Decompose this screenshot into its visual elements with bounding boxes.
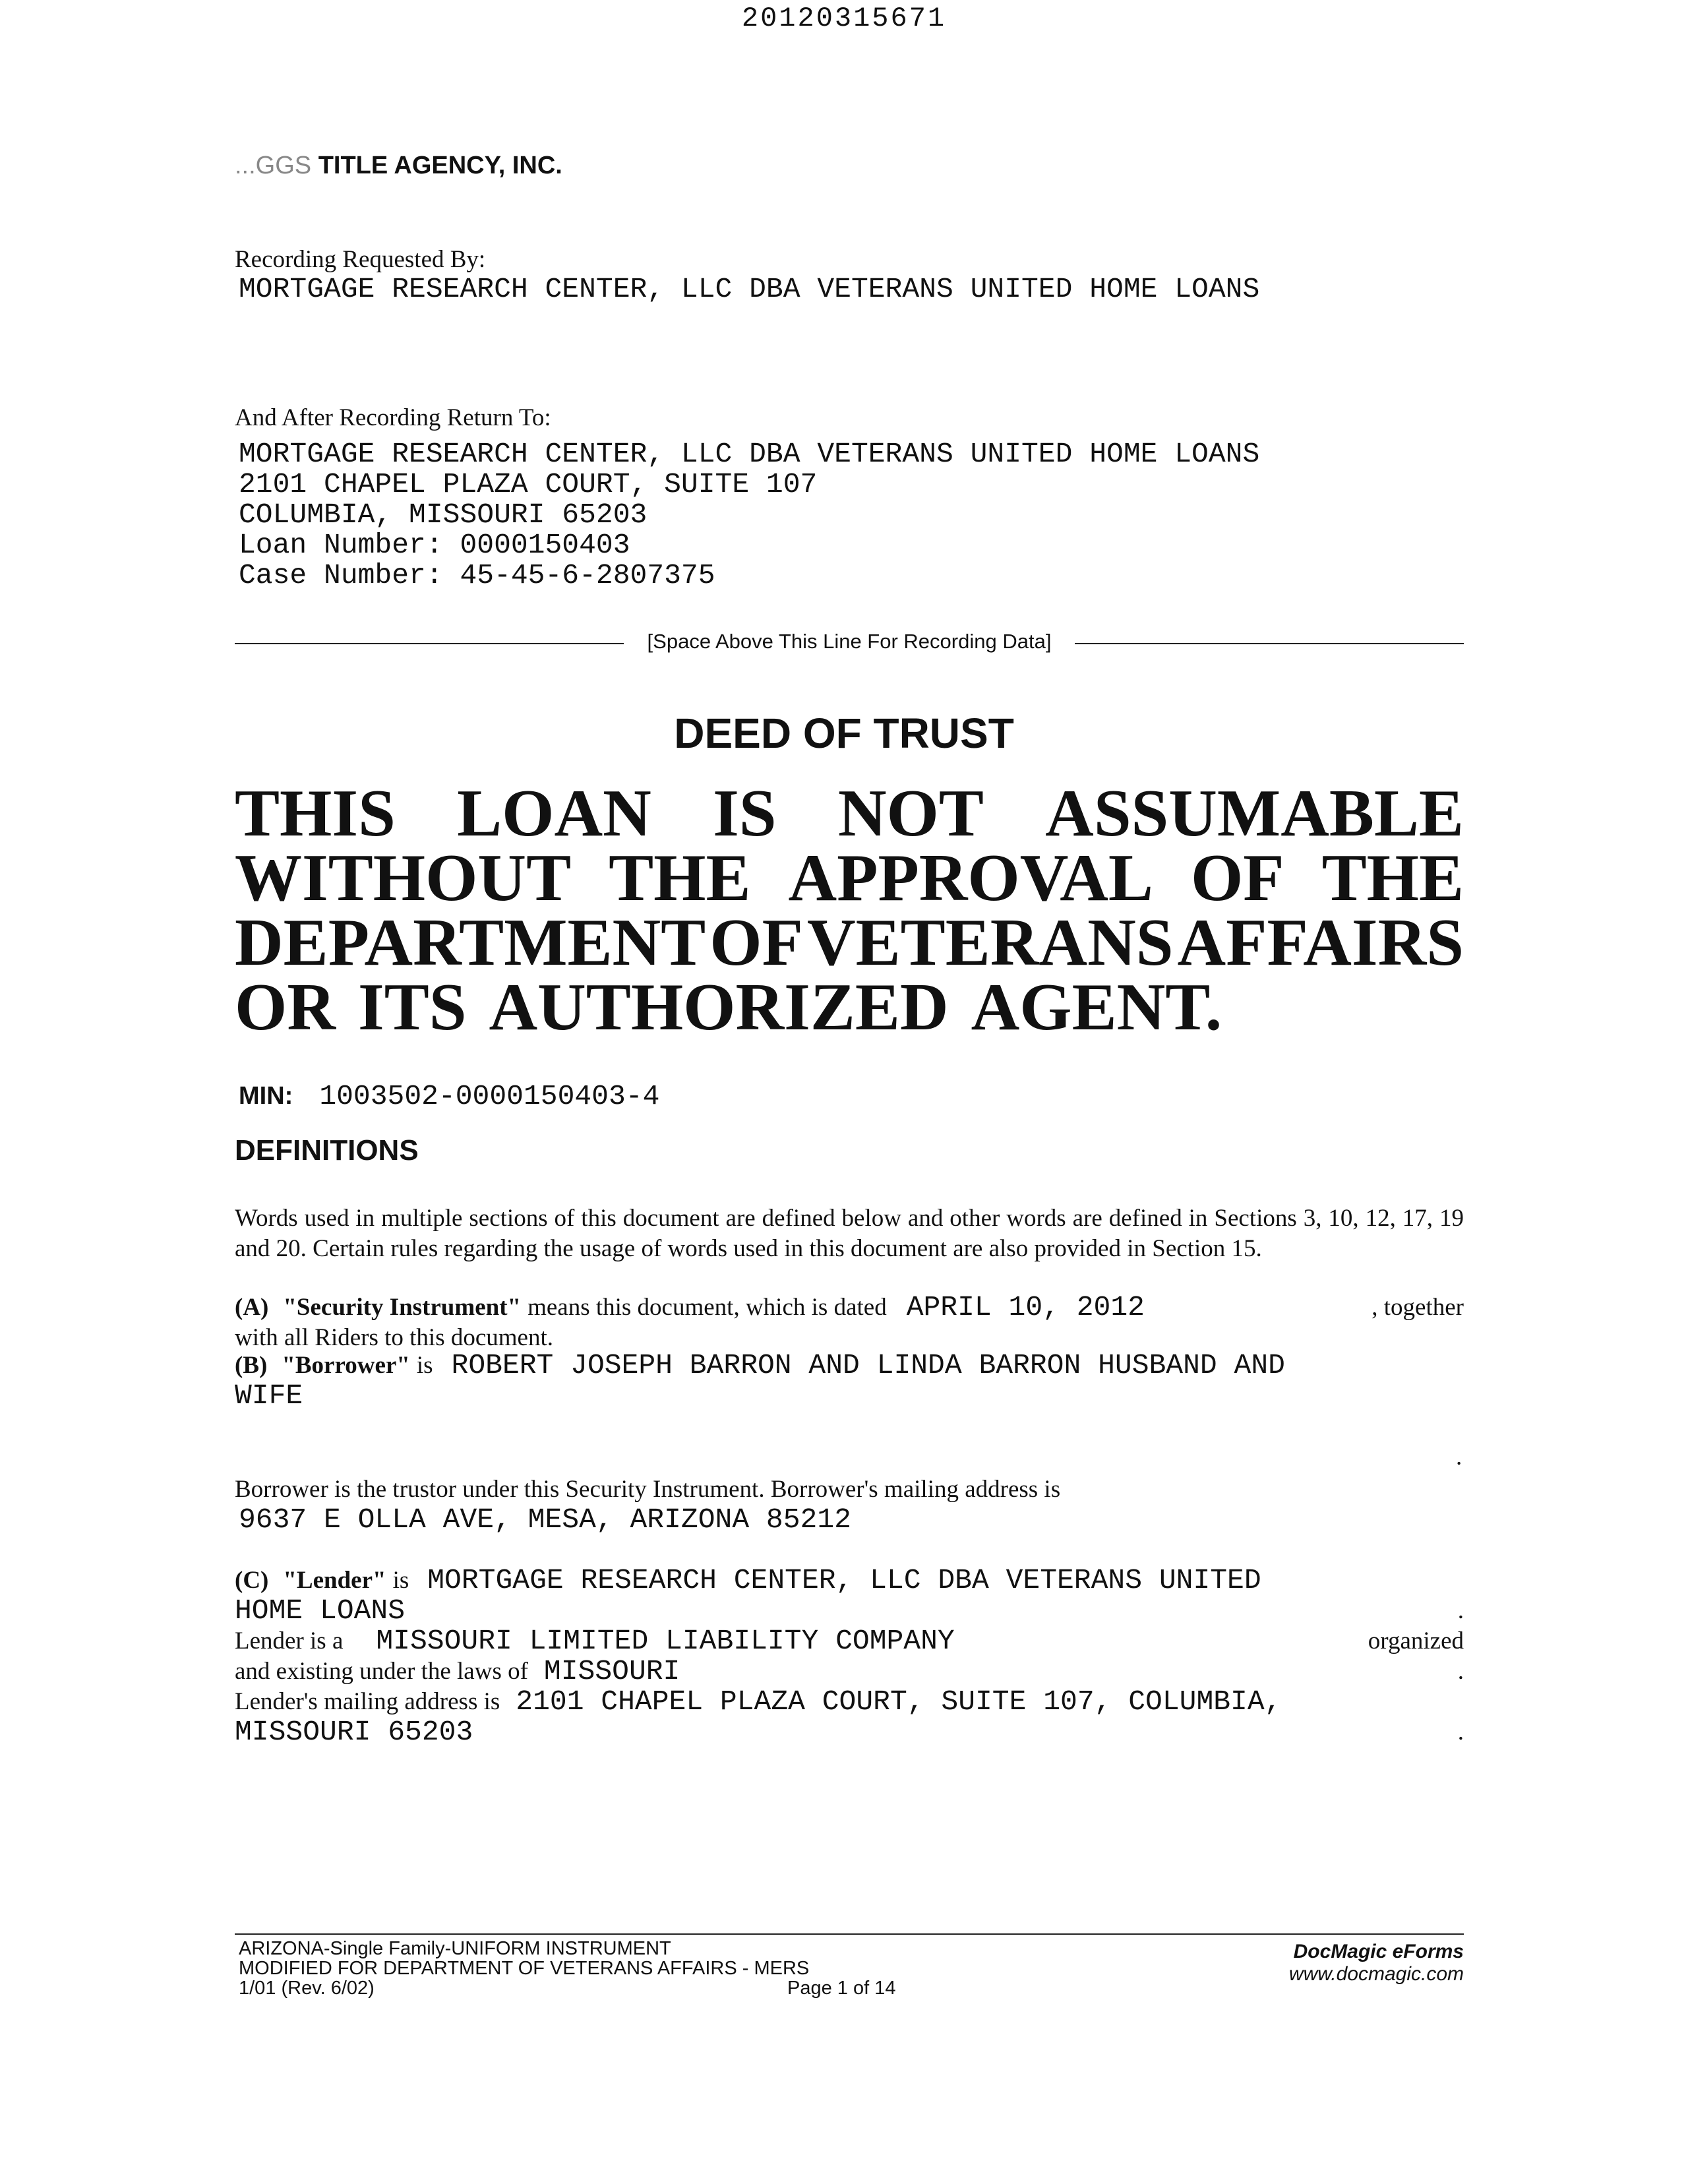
recording-requested-label: Recording Requested By:	[235, 246, 486, 273]
period-mark: .	[1456, 1443, 1462, 1471]
definition-a-text: means this document, which is dated	[528, 1294, 887, 1321]
docmagic-logo: DocMagic eForms	[1293, 1941, 1464, 1962]
warning-word: ASSUMABLE	[1045, 776, 1464, 851]
footer-line-1: ARIZONA-Single Family-UNIFORM INSTRUMENT	[239, 1938, 671, 1959]
definition-b	[235, 1350, 1464, 1411]
agency-name-partial: ...GGS	[235, 152, 312, 179]
definition-a-together: , together	[1372, 1294, 1464, 1321]
warning-word: AFFAIRS	[1177, 905, 1464, 980]
definition-b-letter: (B)	[235, 1352, 268, 1379]
warning-word: AUTHORIZED	[489, 970, 949, 1045]
lender-name: MORTGAGE RESEARCH CENTER, LLC DBA VETERANS UNITED	[427, 1564, 1261, 1596]
warning-word: NOT	[837, 776, 984, 851]
lender-is-a-label: Lender is a	[235, 1627, 344, 1654]
return-line-1: MORTGAGE RESEARCH CENTER, LLC DBA VETERANS UNITED HOME LOANS	[239, 438, 1260, 470]
definition-a-riders: with all Riders to this document.	[235, 1324, 554, 1351]
warning-word: OR	[235, 970, 336, 1045]
space-above-line-text: [Space Above This Line For Recording Data]	[634, 630, 1065, 653]
period-mark: .	[1457, 1658, 1464, 1685]
warning-word: VETERANS	[806, 905, 1174, 980]
lender-mailing-address: 2101 CHAPEL PLAZA COURT, SUITE 107, COLUMBIA,	[516, 1685, 1282, 1718]
definitions-intro: Words used in multiple sections of this document are defined below and other words are defined in Sections 3, 10, 12, 17, 19 and 20. Certain rules regarding the usage of words used in this document are also provided in Section 15.	[235, 1205, 1464, 1262]
warning-word: APPROVAL	[788, 841, 1153, 915]
definitions-heading: DEFINITIONS	[235, 1134, 419, 1167]
docmagic-brand	[1289, 1941, 1464, 1986]
min-label: MIN:	[239, 1082, 293, 1110]
definition-a-letter: (A)	[235, 1294, 269, 1321]
page-number: Page 1 of 14	[787, 1978, 896, 1999]
warning-word: IS	[713, 776, 777, 851]
definition-c	[235, 1565, 1464, 1747]
docmagic-url: www.docmagic.com	[1288, 1963, 1464, 1985]
warning-line-4	[235, 970, 1464, 1045]
period-mark: .	[1457, 1597, 1464, 1624]
warning-line-3	[235, 905, 1464, 980]
borrower-trustor-text: Borrower is the trustor under this Security Instrument. Borrower's mailing address is	[235, 1476, 1061, 1503]
lender-mailing-label: Lender's mailing address is	[235, 1688, 500, 1715]
borrower-name-cont: WIFE	[235, 1380, 303, 1412]
definition-c-letter: (C)	[235, 1567, 269, 1594]
definition-c-is: is	[392, 1567, 409, 1594]
definition-b-is: is	[416, 1352, 433, 1379]
lender-state: MISSOURI	[543, 1655, 680, 1687]
warning-word: AGENT.	[971, 970, 1222, 1045]
warning-word: ITS	[358, 970, 467, 1045]
security-instrument-date: APRIL 10, 2012	[906, 1291, 1145, 1323]
period-mark: .	[1457, 1718, 1464, 1745]
assumability-warning	[235, 776, 1464, 1045]
warning-word: OF	[709, 905, 803, 980]
footer-form-info	[239, 1939, 809, 1998]
document-title: DEED OF TRUST	[674, 710, 1014, 757]
recording-requested-by: MORTGAGE RESEARCH CENTER, LLC DBA VETERANS UNITED HOME LOANS	[239, 273, 1260, 305]
title-agency-name	[235, 152, 562, 180]
warning-word: DEPARTMENT	[235, 905, 706, 980]
borrower-name: ROBERT JOSEPH BARRON AND LINDA BARRON HUSBAND AND	[451, 1349, 1285, 1381]
warning-word: OF	[1190, 841, 1284, 915]
definition-a-term: "Security Instrument"	[283, 1294, 522, 1321]
definition-b-term: "Borrower"	[282, 1352, 410, 1379]
lender-mailing-address-cont: MISSOURI 65203	[235, 1716, 473, 1748]
loan-number: Loan Number: 0000150403	[239, 529, 630, 561]
return-line-2: 2101 CHAPEL PLAZA COURT, SUITE 107	[239, 468, 818, 501]
warning-word: WITHOUT	[235, 841, 572, 915]
min-row	[239, 1080, 659, 1112]
warning-word: LOAN	[457, 776, 651, 851]
borrower-mailing-address: 9637 E OLLA AVE, MESA, ARIZONA 85212	[239, 1503, 851, 1536]
document-number: 20120315671	[741, 3, 947, 34]
footer-line-2: MODIFIED FOR DEPARTMENT OF VETERANS AFFAIRS - MERS	[239, 1958, 810, 1979]
return-to-address	[239, 439, 1259, 591]
case-number: Case Number: 45-45-6-2807375	[239, 559, 715, 592]
lender-organized-label: organized	[1368, 1627, 1464, 1654]
return-line-3: COLUMBIA, MISSOURI 65203	[239, 499, 648, 531]
warning-line-1	[235, 776, 1464, 851]
warning-line-2	[235, 841, 1464, 915]
recording-data-divider	[235, 630, 1464, 656]
definition-c-term: "Lender"	[283, 1567, 386, 1594]
agency-name: TITLE AGENCY, INC.	[318, 152, 562, 179]
return-to-label: And After Recording Return To:	[235, 404, 551, 431]
footer-line-3: 1/01 (Rev. 6/02)	[239, 1978, 375, 1999]
warning-word: THE	[1321, 841, 1464, 915]
lender-existing-label: and existing under the laws of	[235, 1658, 528, 1685]
lender-entity-type: MISSOURI LIMITED LIABILITY COMPANY	[376, 1625, 955, 1657]
definition-a	[235, 1292, 1464, 1353]
lender-name-cont: HOME LOANS	[235, 1594, 406, 1627]
warning-word: THIS	[235, 776, 396, 851]
min-value: 1003502-0000150403-4	[319, 1080, 660, 1112]
footer-rule	[235, 1933, 1464, 1935]
warning-word: THE	[609, 841, 751, 915]
